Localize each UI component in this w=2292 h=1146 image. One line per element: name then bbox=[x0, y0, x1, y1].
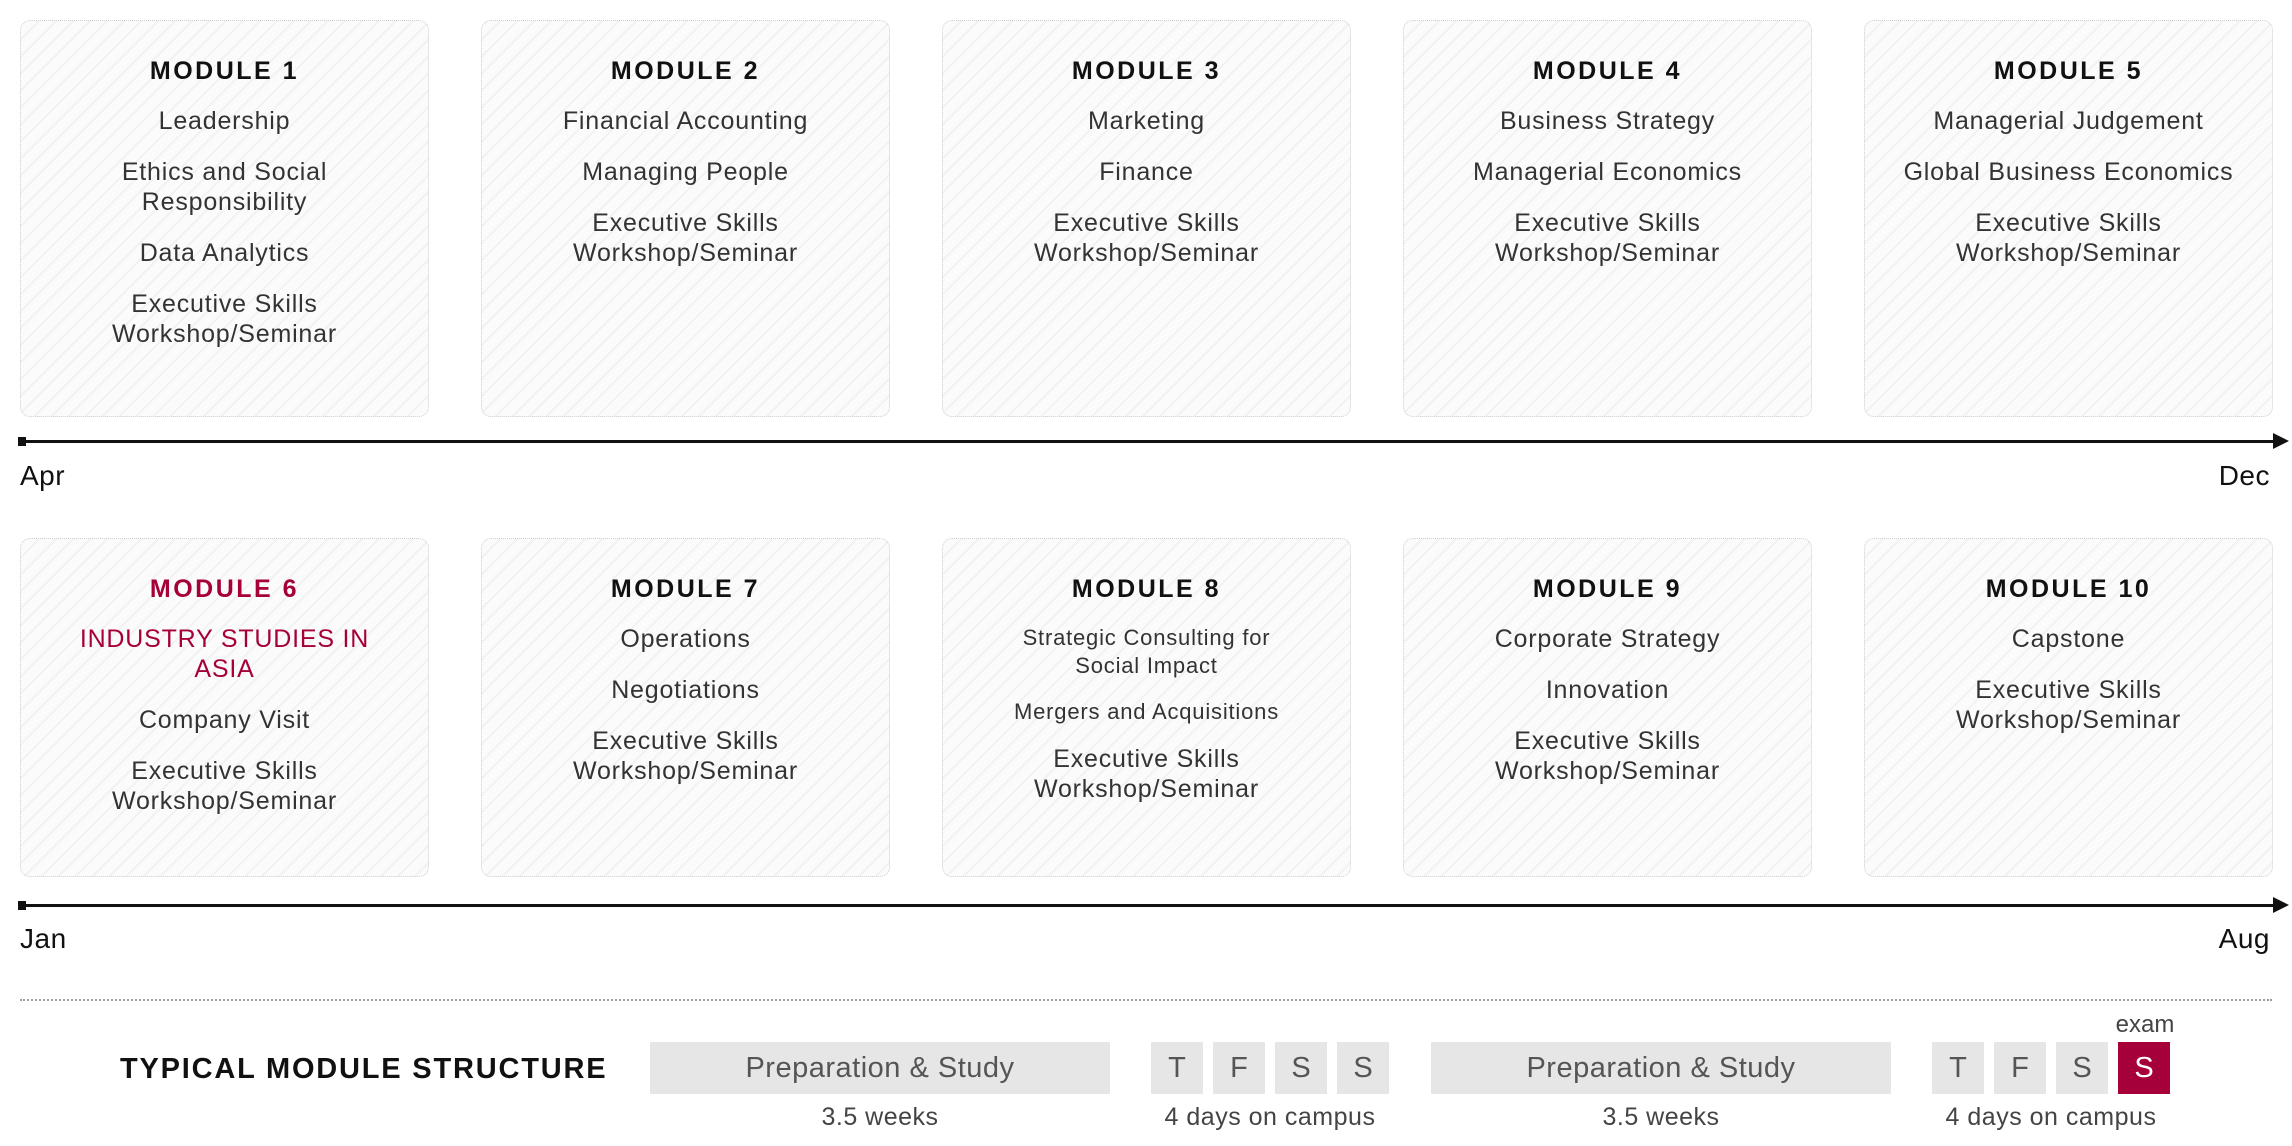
module-card-4 bbox=[1403, 20, 1812, 417]
module-course: Financial Accounting bbox=[562, 107, 809, 135]
module-title: MODULE 10 bbox=[1985, 575, 2152, 603]
campus-day: T bbox=[1151, 1042, 1203, 1094]
module-course: Strategic Consulting for Social Impact bbox=[1022, 625, 1271, 678]
module-course: Corporate Strategy bbox=[1494, 625, 1721, 653]
module-title: MODULE 3 bbox=[1071, 57, 1222, 85]
module-title: MODULE 9 bbox=[1532, 575, 1683, 603]
module-title: MODULE 2 bbox=[610, 57, 761, 85]
module-course: Capstone bbox=[2011, 625, 2126, 653]
prep-duration-label: 3.5 weeks bbox=[821, 1103, 939, 1131]
section-divider bbox=[20, 999, 2272, 1001]
module-card-2 bbox=[481, 20, 890, 417]
module-title: MODULE 4 bbox=[1532, 57, 1683, 85]
campus-duration-label: 4 days on campus bbox=[1164, 1103, 1376, 1131]
module-course: Executive Skills Workshop/Seminar bbox=[1495, 209, 1720, 267]
module-card-3 bbox=[942, 20, 1351, 417]
module-card-6 bbox=[20, 538, 429, 877]
prep-duration-label: 3.5 weeks bbox=[1602, 1103, 1720, 1131]
campus-day: S bbox=[2056, 1042, 2108, 1094]
timeline-arrow-icon bbox=[2273, 433, 2289, 449]
prep-study-block: Preparation & Study bbox=[650, 1042, 1110, 1094]
campus-day: F bbox=[1994, 1042, 2046, 1094]
module-course: Executive Skills Workshop/Seminar bbox=[1034, 745, 1259, 803]
timeline-start-marker bbox=[18, 437, 26, 446]
module-card-1 bbox=[20, 20, 429, 417]
campus-day: T bbox=[1932, 1042, 1984, 1094]
module-course: Negotiations bbox=[611, 676, 760, 704]
module-course: Operations bbox=[620, 625, 751, 653]
timeline-axis bbox=[20, 904, 2275, 907]
module-course: Leadership bbox=[158, 107, 291, 135]
module-course: Executive Skills Workshop/Seminar bbox=[112, 290, 337, 348]
campus-day: S bbox=[1337, 1042, 1389, 1094]
module-title: MODULE 1 bbox=[149, 57, 300, 85]
module-course: Innovation bbox=[1545, 676, 1670, 704]
timeline-start-label: Jan bbox=[20, 923, 67, 954]
campus-day: F bbox=[1213, 1042, 1265, 1094]
module-course: Managerial Economics bbox=[1473, 158, 1742, 186]
module-course: Data Analytics bbox=[139, 239, 310, 267]
module-course: Ethics and Social Responsibility bbox=[121, 158, 328, 216]
module-card-7 bbox=[481, 538, 890, 877]
module-title: MODULE 7 bbox=[610, 575, 761, 603]
timeline-end-label: Aug bbox=[2218, 923, 2270, 954]
module-highlight-course: INDUSTRY STUDIES IN ASIA bbox=[79, 625, 370, 683]
exam-label: exam bbox=[2115, 1011, 2175, 1038]
module-course: Mergers and Acquisitions bbox=[1014, 699, 1279, 724]
campus-day: S bbox=[1275, 1042, 1327, 1094]
module-card-10 bbox=[1864, 538, 2273, 877]
module-card-8 bbox=[942, 538, 1351, 877]
module-course: Executive Skills Workshop/Seminar bbox=[112, 757, 337, 815]
module-course: Global Business Economics bbox=[1903, 158, 2234, 186]
module-course: Marketing bbox=[1088, 107, 1205, 135]
module-title: MODULE 8 bbox=[1071, 575, 1222, 603]
campus-duration-label: 4 days on campus bbox=[1945, 1103, 2157, 1131]
module-course: Business Strategy bbox=[1499, 107, 1716, 135]
timeline-start-label: Apr bbox=[20, 460, 66, 491]
module-course: Managerial Judgement bbox=[1933, 107, 2204, 135]
exam-day: S bbox=[2118, 1042, 2170, 1094]
module-card-5 bbox=[1864, 20, 2273, 417]
module-card-9 bbox=[1403, 538, 1812, 877]
module-course: Finance bbox=[1099, 158, 1194, 186]
timeline-axis bbox=[20, 440, 2275, 443]
module-course: Managing People bbox=[582, 158, 789, 186]
module-title: MODULE 5 bbox=[1993, 57, 2144, 85]
module-course: Company Visit bbox=[138, 706, 311, 734]
module-course: Executive Skills Workshop/Seminar bbox=[1956, 676, 2181, 734]
module-title: MODULE 6 bbox=[149, 575, 300, 603]
timeline-start-marker bbox=[18, 901, 26, 910]
prep-study-block: Preparation & Study bbox=[1431, 1042, 1891, 1094]
module-course: Executive Skills Workshop/Seminar bbox=[573, 727, 798, 785]
timeline-end-label: Dec bbox=[2218, 460, 2270, 491]
module-course: Executive Skills Workshop/Seminar bbox=[1034, 209, 1259, 267]
module-course: Executive Skills Workshop/Seminar bbox=[573, 209, 798, 267]
module-course: Executive Skills Workshop/Seminar bbox=[1495, 727, 1720, 785]
timeline-arrow-icon bbox=[2273, 897, 2289, 913]
module-course: Executive Skills Workshop/Seminar bbox=[1956, 209, 2181, 267]
structure-heading: TYPICAL MODULE STRUCTURE bbox=[120, 1053, 608, 1085]
